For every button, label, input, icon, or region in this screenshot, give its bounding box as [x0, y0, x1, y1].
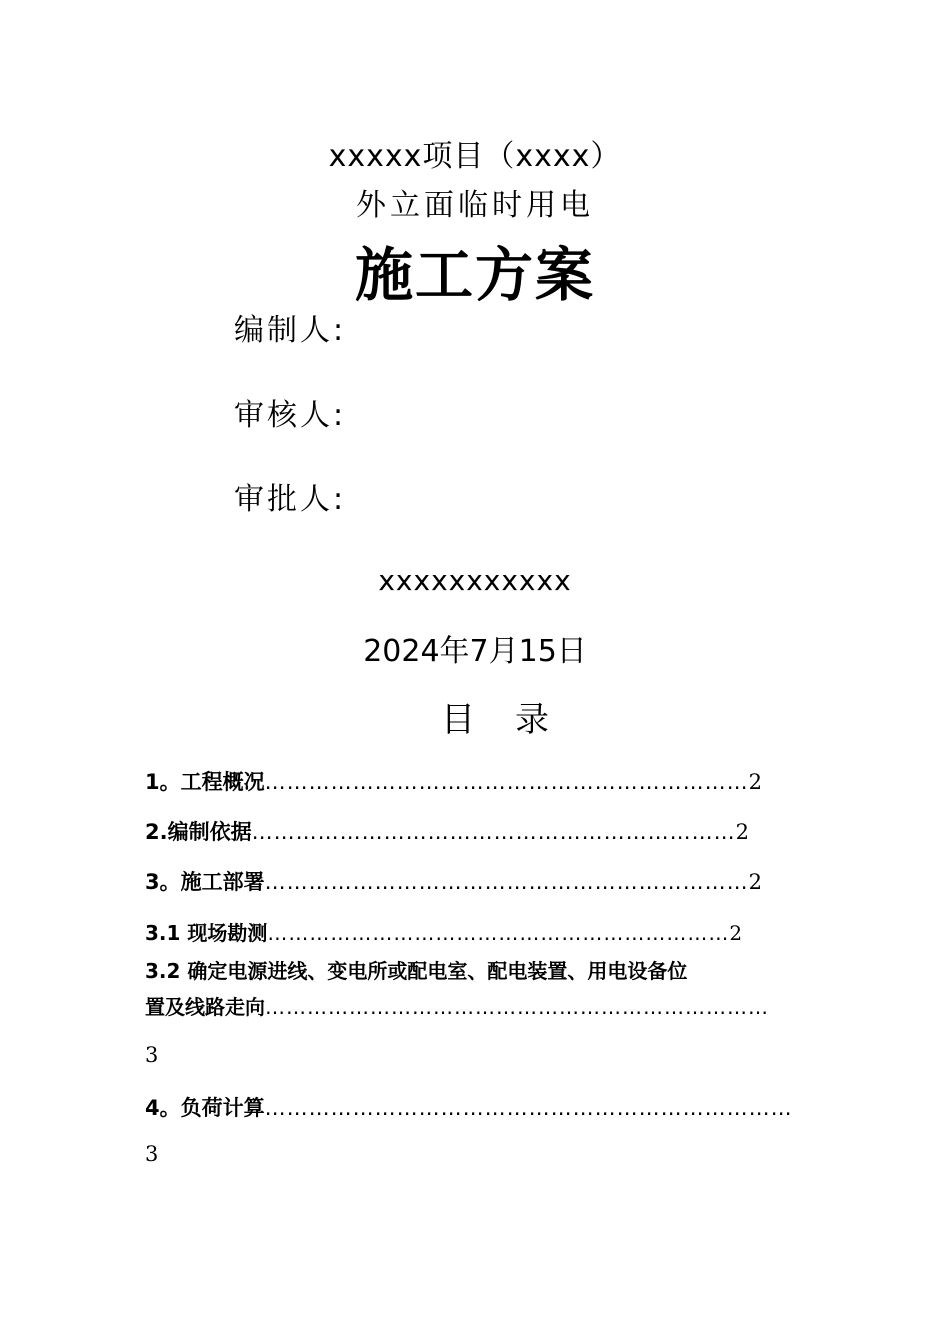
toc-page-number: 2 [735, 820, 749, 844]
toc-entry-label: 1。工程概况 [145, 770, 265, 794]
signature-reviewed-by: 审核人: [234, 398, 347, 433]
toc-leader-dots: ……………………………………………………………… [265, 995, 769, 1019]
toc-leader-dots: ……………………………………………………………… [264, 1096, 793, 1120]
toc-page-number: 2 [729, 921, 743, 945]
toc-entry[interactable] [145, 917, 742, 946]
toc-entry-label: 3。施工部署 [145, 870, 265, 894]
toc-page-number: 2 [748, 870, 762, 894]
toc-page-number: 3 [145, 1043, 159, 1067]
toc-entry[interactable] [145, 1092, 793, 1122]
signature-approved-by: 审批人: [234, 482, 347, 517]
document-title: 施工方案 [354, 241, 595, 309]
toc-entry[interactable] [145, 816, 749, 846]
document-date: 2024年7月15日 [363, 634, 587, 669]
toc-leader-dots: ………………………………………………………… [251, 820, 736, 844]
toc-page-number: 2 [748, 770, 762, 794]
toc-entry-label-line2: 置及线路走向 [145, 995, 265, 1019]
toc-entry-label-line1[interactable]: 3.2 确定电源进线、变电所或配电室、配电装置、用电设备位 [145, 959, 688, 983]
toc-entry-label: 3.1 现场勘测 [145, 921, 268, 945]
toc-leader-dots: ………………………………………………………… [267, 921, 730, 945]
toc-heading: 目录 [441, 700, 589, 740]
toc-entry[interactable] [145, 866, 762, 896]
document-subtitle: 外立面临时用电 [356, 188, 594, 223]
signature-prepared-by: 编制人: [234, 313, 347, 348]
toc-entry-label: 2.编制依据 [145, 820, 252, 844]
toc-leader-dots: ………………………………………………………… [264, 770, 749, 794]
toc-entry[interactable] [145, 991, 769, 1020]
company-name: xxxxxxxxxxx [378, 564, 572, 597]
toc-leader-dots: ………………………………………………………… [264, 870, 749, 894]
project-title-line: xxxxx项目（xxxx） [328, 139, 622, 174]
toc-entry-label: 4。负荷计算 [145, 1096, 265, 1120]
toc-entry[interactable] [145, 766, 762, 796]
toc-page-number: 3 [145, 1142, 159, 1166]
